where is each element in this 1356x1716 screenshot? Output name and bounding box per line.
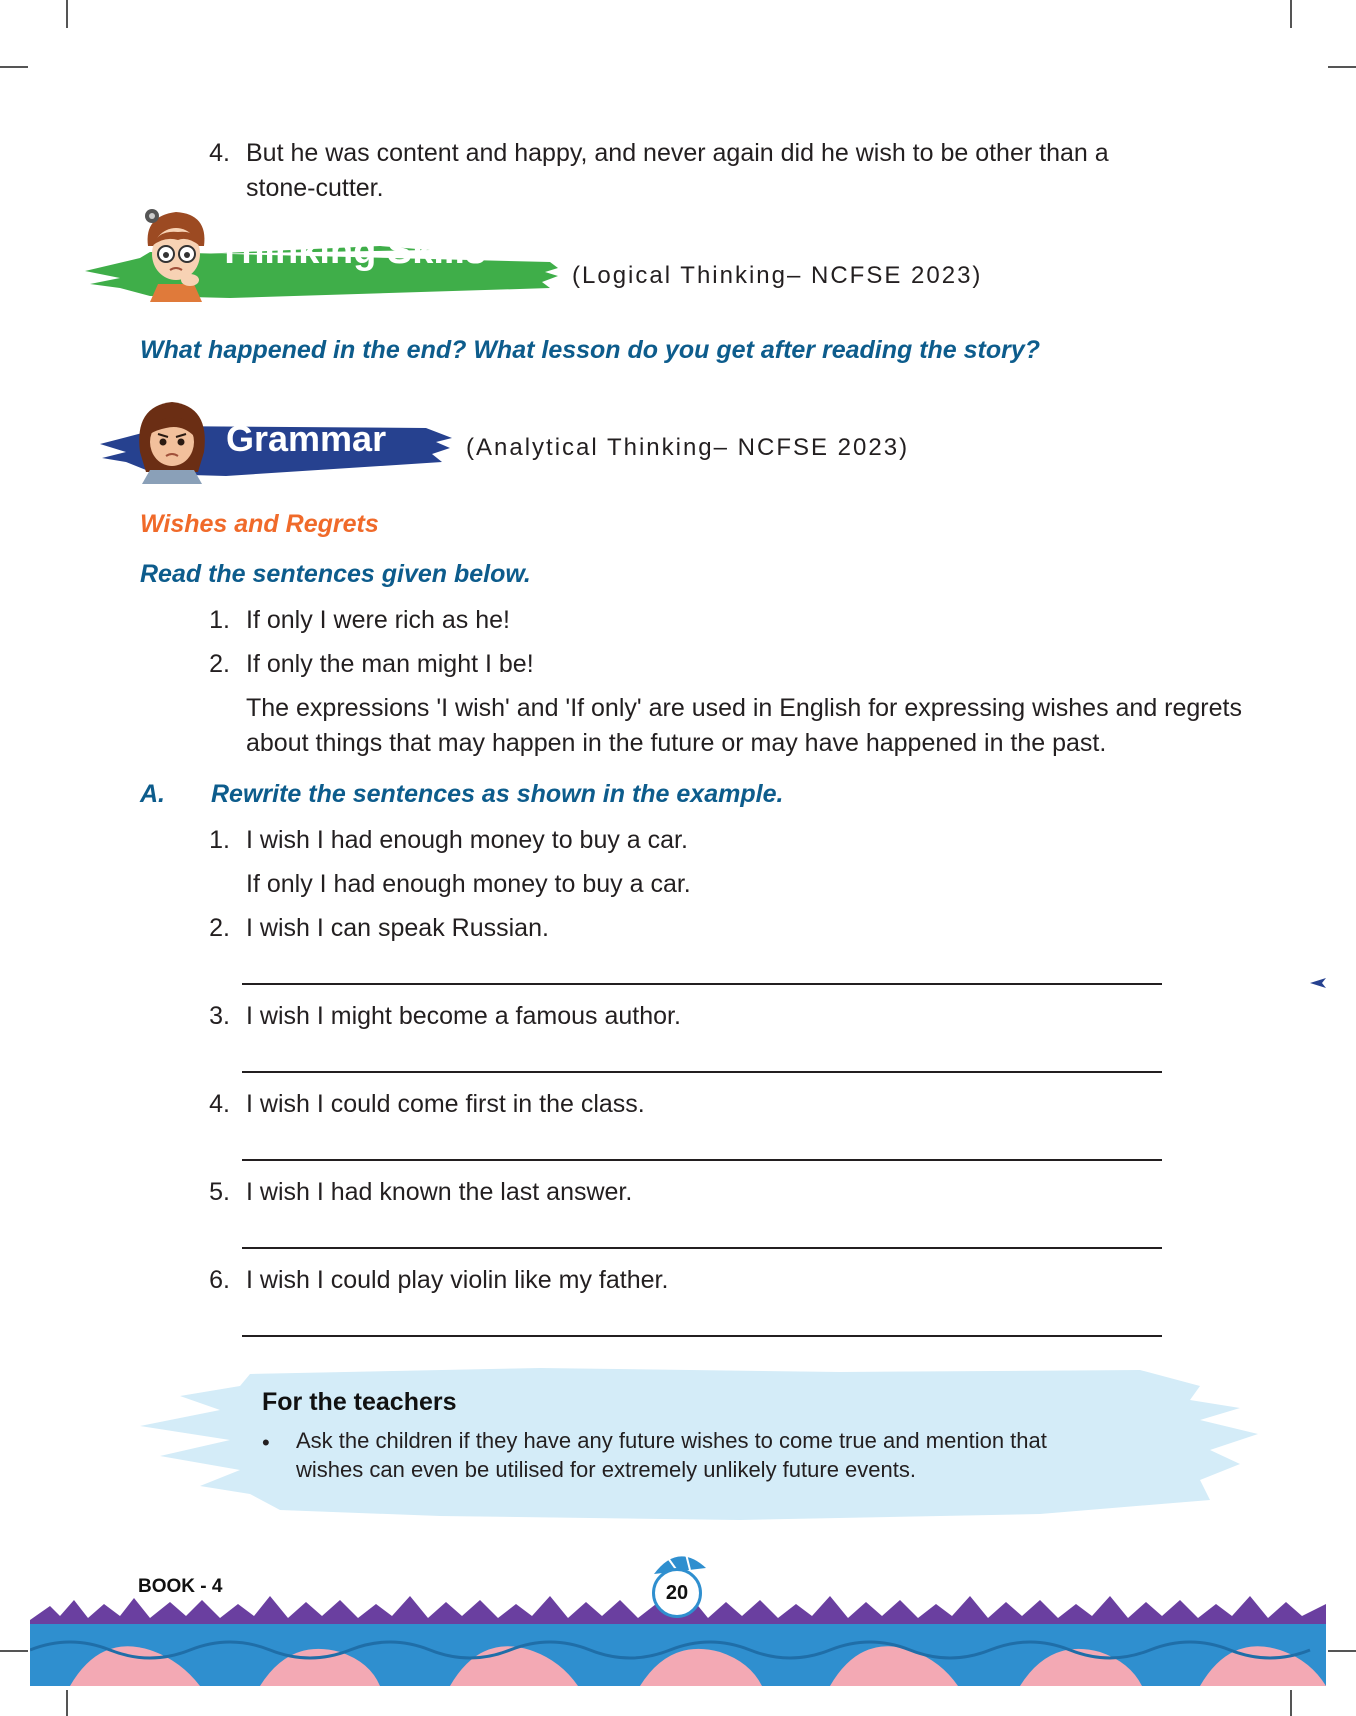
item-number: 2. (209, 914, 230, 942)
teachers-heading: For the teachers (262, 1388, 457, 1416)
answer-line[interactable] (242, 1335, 1162, 1337)
thinking-skills-title: Thinking Skills (218, 230, 487, 272)
item-number: 6. (209, 1266, 230, 1294)
example-text: If only the man might I be! (246, 650, 534, 678)
girl-frowning-icon (132, 392, 212, 484)
example-question: I wish I had enough money to buy a car. (246, 826, 688, 854)
crop-mark (1290, 1690, 1292, 1716)
crop-mark (1328, 1650, 1356, 1652)
explanation-line1: The expressions 'I wish' and 'If only' are used in English for expressing wishes and regrets (246, 694, 1242, 722)
grammar-topic: Wishes and Regrets (140, 510, 379, 538)
item-text: I wish I could come first in the class. (246, 1090, 645, 1118)
explanation-line2: about things that may happen in the future or may have happened in the past. (246, 729, 1107, 757)
item-text: I wish I could play violin like my father. (246, 1266, 669, 1294)
item-number: 5. (209, 1178, 230, 1206)
item-number: 4. (209, 1090, 230, 1118)
grammar-title: Grammar (226, 418, 387, 459)
item-text: I wish I might become a famous author. (246, 1002, 681, 1030)
crop-mark (0, 1650, 28, 1652)
exercise-a-label: A. (140, 780, 165, 808)
item-text: I wish I had known the last answer. (246, 1178, 633, 1206)
example-text: If only I were rich as he! (246, 606, 511, 634)
crop-mark (1290, 0, 1292, 28)
teachers-box (140, 1360, 1260, 1530)
page-number: 20 (652, 1568, 702, 1618)
boy-thinking-icon (138, 206, 218, 302)
answer-line[interactable] (242, 1159, 1162, 1161)
item-text: I wish I can speak Russian. (246, 914, 549, 942)
book-label: BOOK - 4 (138, 1576, 223, 1597)
grammar-instruction: Read the sentences given below. (140, 560, 531, 588)
grammar-banner (96, 392, 456, 484)
crop-mark (66, 1690, 68, 1716)
answer-line[interactable] (242, 983, 1162, 985)
item-number: 1. (209, 826, 230, 854)
item-text-line2: stone-cutter. (246, 174, 384, 202)
margin-arrow-icon (1308, 976, 1328, 990)
crop-mark (66, 0, 68, 28)
grammar-note: (Analytical Thinking– NCFSE 2023) (466, 434, 910, 461)
item-text-line1: But he was content and happy, and never again did he wish to be other than a (246, 139, 1109, 167)
example-answer: If only I had enough money to buy a car. (246, 870, 691, 898)
teachers-bullet-line1: Ask the children if they have any future wishes to come true and mention that (296, 1428, 1047, 1453)
exercise-a-instruction: Rewrite the sentences as shown in the example. (211, 780, 784, 808)
teachers-bullet-line2: wishes can even be utilised for extremely unlikely future events. (296, 1457, 916, 1482)
bullet-icon: • (262, 1430, 270, 1455)
thinking-question: What happened in the end? What lesson do you get after reading the story? (140, 336, 1041, 364)
example-number: 2. (209, 650, 230, 678)
crop-mark (0, 66, 28, 68)
item-number: 3. (209, 1002, 230, 1030)
crop-mark (1328, 66, 1356, 68)
answer-line[interactable] (242, 1071, 1162, 1073)
thinking-skills-banner (80, 206, 560, 306)
item-number: 4. (209, 139, 230, 167)
answer-line[interactable] (242, 1247, 1162, 1249)
example-number: 1. (209, 606, 230, 634)
thinking-skills-note: (Logical Thinking– NCFSE 2023) (572, 262, 983, 289)
